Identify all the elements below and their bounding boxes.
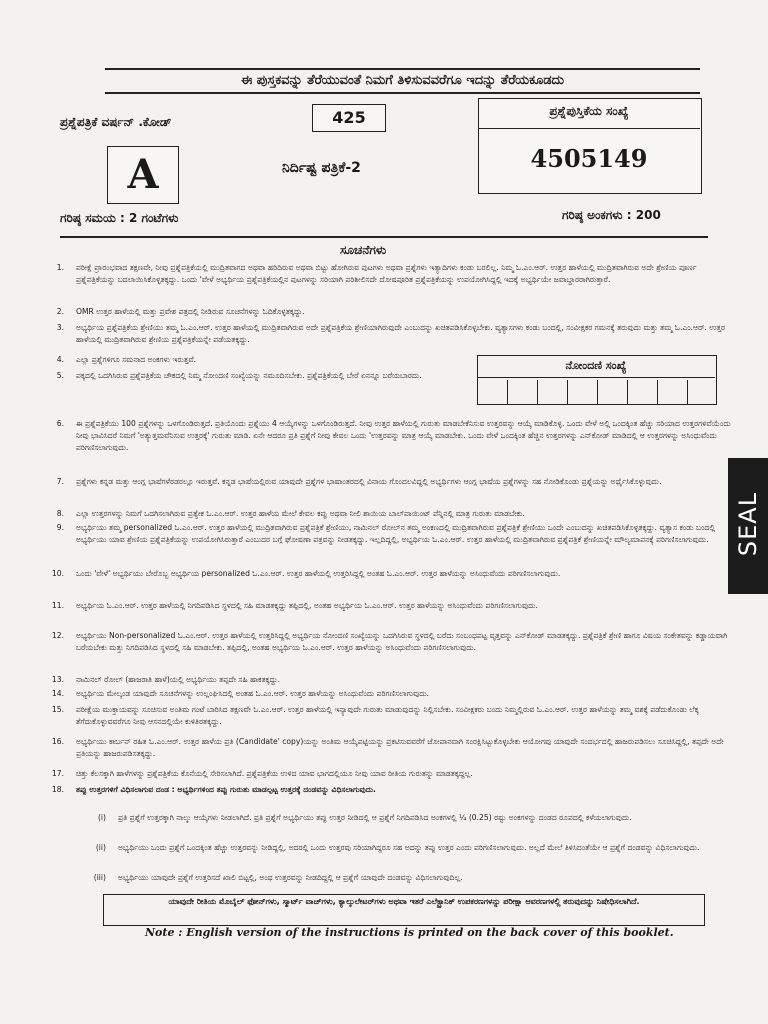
- instruction-item: 16. ಅಭ್ಯರ್ಥಿಯು ಕಾರ್ಬನ್ ರಹಿತ ಓ.ಎಂ.ಆರ್. ಉತ್ತರ ಹಾಳೆಯ ಪ್ರತಿ (Candidate' copy)ಯನ್ನು ಅಂತಿಮ ಆಯ್ಕೆಪಟ್ಟಿಯನ್ನು ಪ್ರಕಟಿಸುವವರೆಗೆ ಜೋಪಾನವಾಗಿ ಸಂರಕ್ಷಿಸಿಟ್ಟುಕೊಳ್ಳಬೇಕು ಆಯೋಗವು ಯಾವುದೇ ಸಂದರ್ಭದಲ್ಲಿ ಹಾಜರುಪಡಿಸಲು ಸೂಚಿಸಿದ್ದಲ್ಲಿ, ತಪ್ಪದೇ ಅದೇ ಪ್ರತಿಯನ್ನು ಹಾಜರುಪಡಿಸತಕ್ಕದ್ದು.: [51, 737, 724, 758]
- penalty-subitem: (ii) ಅಭ್ಯರ್ಥಿಯು ಒಂದು ಪ್ರಶ್ನೆಗೆ ಒಂದಕ್ಕಿಂತ ಹೆಚ್ಚು ಉತ್ತರವನ್ನು ನೀಡಿದ್ದಲ್ಲಿ, ಅದರಲ್ಲಿ ಒಂದು ಉತ್ತರವು ಸರಿಯಾಗಿದ್ದರೂ ಸಹ ಅದನ್ನು ತಪ್ಪು ಉತ್ತರ ಎಂದು ಪರಿಗಣಿಸಲಾಗುವುದು. ಅಲ್ಲದೆ ಮೇಲೆ ತಿಳಿಸಿದಂತೆಯೇ ಆ ಪ್ರಶ್ನೆಗೆ ದಂಡವನ್ನು ವಿಧಿಸಲಾಗುವುದು.: [95, 843, 700, 852]
- instruction-item: 18. ತಪ್ಪು ಉತ್ತರಗಳಿಗೆ ವಿಧಿಸಲಾಗುವ ದಂಡ : ಅಭ್ಯರ್ಥಿಗಳಿಂದ ತಪ್ಪು ಗುರುತು ಮಾಡಲ್ಪಟ್ಟ ಉತ್ತರಕ್ಕೆ ದಂಡವನ್ನು ವಿಧಿಸಲಾಗುವುದು.: [51, 785, 376, 794]
- penalty-subitem: (iii) ಅಭ್ಯರ್ಥಿಯು ಯಾವುದೇ ಪ್ರಶ್ನೆಗೆ ಉತ್ತರಿಸದೆ ಖಾಲಿ ಬಿಟ್ಟಲ್ಲಿ, ಅಂಥ ಉತ್ತರವನ್ನು ನೀಡದಿದ್ದಲ್ಲಿ ಆ ಪ್ರಶ್ನೆಗೆ ಯಾವುದೇ ದಂಡವನ್ನು ವಿಧಿಸಲಾಗುವುದಿಲ್ಲ.: [93, 873, 463, 882]
- version-code-label: ಪ್ರಶ್ನೆಪತ್ರಿಕೆ ವರ್ಷನ್ .ಕೋಡ್: [60, 115, 172, 129]
- device-prohibition-note: ಯಾವುದೇ ರೀತಿಯ ಮೊಬೈಲ್ ಫೋನ್‌ಗಳು, ಸ್ಮಾರ್ಟ್ ವಾಚ್‌ಗಳು, ಕ್ಯಾಲ್ಕುಲೇಟರ್‌ಗಳು ಅಥವಾ ಇತರೆ ಎಲೆಕ್ಟ್ರಾನಿಕ್ ಉಪಕರಣಗಳನ್ನು ಪರೀಕ್ಷಾ ಆವರಣಗಳಲ್ಲಿ ತರುವುದನ್ನು ನಿಷೇಧಿಸಲಾಗಿದೆ.: [103, 894, 705, 926]
- instruction-item: 17. ಚಿತ್ತು ಕೆಲಸಕ್ಕಾಗಿ ಹಾಳೆಗಳನ್ನು ಪ್ರಶ್ನೆಪತ್ರಿಕೆಯ ಕೊನೆಯಲ್ಲಿ ಸೇರಿಸಲಾಗಿದೆ. ಪ್ರಶ್ನೆಪತ್ರಿಕೆಯ ಉಳಿದ ಯಾವ ಭಾಗದಲ್ಲಿಯೂ ನೀವು ಯಾವ ರೀತಿಯ ಗುರುತನ್ನು ಮಾಡತಕ್ಕದ್ದಲ್ಲ.: [51, 769, 473, 778]
- header-rule: [60, 236, 708, 238]
- instruction-item: 2. OMR ಉತ್ತರ ಹಾಳೆಯಲ್ಲಿ ಮತ್ತು ಪ್ರವೇಶ ಪತ್ರದಲ್ಲಿ ನೀಡಿರುವ ಸೂಚನೆಗಳನ್ನು ಓದಿಕೊಳ್ಳತಕ್ಕದ್ದು.: [56, 307, 305, 316]
- reg-digit-cell[interactable]: [598, 380, 628, 404]
- instruction-item: 10. ಒಂದು 'ವೇಳೆ' ಅಭ್ಯರ್ಥಿಯು ಬೇರೊಬ್ಬ ಅಭ್ಯರ್ಥಿಯ personalized ಓ.ಎಂ.ಆರ್. ಉತ್ತರ ಹಾಳೆಯಲ್ಲಿ ಉತ್ತರಿಸಿದ್ದಲ್ಲಿ ಅಂತಹ ಓ.ಎಂ.ಆರ್. ಉತ್ತರ ಹಾಳೆಯನ್ನು ಅಸಿಂಧುವೆಂದು ಪರಿಗಣಿಸಲಾಗುವುದು.: [51, 569, 561, 578]
- instruction-item: 3. ಅಭ್ಯರ್ಥಿಯ ಪ್ರಶ್ನೆಪತ್ರಿಕೆಯ ಶ್ರೇಣಿಯು ತಮ್ಮ ಓ.ಎಂ.ಆರ್. ಉತ್ತರ ಹಾಳೆಯಲ್ಲಿ ಮುದ್ರಿತವಾಗಿರುವ ಅದೇ ಪ್ರಶ್ನೆಪತ್ರಿಕೆಯ ಶ್ರೇಣಿಯಾಗಿರುವುದೇ ಎಂಬುದನ್ನು ಖಚಿತಪಡಿಸಿಕೊಳ್ಳಬೇಕು. ವ್ಯತ್ಯಾಸಗಳು ಕಂಡು ಬಂದಲ್ಲಿ, ಸಂವೀಕ್ಷಕರ ಗಮನಕ್ಕೆ ತರುವುದು ಮತ್ತು ತಮ್ಮ ಓ.ಎಂ.ಆರ್. ಉತ್ತರ ಹಾಳೆಯಲ್ಲಿ ಮುದ್ರಿತವಾಗಿರುವ ಶ್ರೇಣಿಯ ಪ್ರಶ್ನೆಪತ್ರಿಕೆಯನ್ನೇ ಪಡೆಯತಕ್ಕದ್ದು.: [56, 323, 726, 344]
- booklet-series-box: A: [107, 146, 179, 204]
- instruction-item: 8. ಎಲ್ಲಾ ಉತ್ತರಗಳನ್ನು ನಿಮಗೆ ಒದಗಿಸಲಾಗಿರುವ ಪ್ರತ್ಯೇಕ ಓ.ಎಂ.ಆರ್. ಉತ್ತರ ಹಾಳೆಯ ಮೇಲೆ ಕೇವಲ ಕಪ್ಪು ಅಥವಾ ನೀಲಿ ಶಾಯಿಯ ಬಾಲ್‌ಪಾಯಿಂಟ್ ಪೆನ್ನಿನಲ್ಲಿ ಮಾತ್ರ ಗುರುತು ಮಾಡಬೇಕು.: [56, 509, 525, 518]
- question-booklet-number: 4505149: [530, 144, 648, 173]
- instruction-item: 14. ಅಭ್ಯರ್ಥಿಯ ಮೇಲ್ಕಂಡ ಯಾವುದೇ ಸೂಚನೆಗಳನ್ನು ಉಲ್ಲಂಘಿಸಿದಲ್ಲಿ ಅಂತಹ ಓ.ಎಂ.ಆರ್. ಉತ್ತರ ಹಾಳೆಯನ್ನು ಅಸಿಂಧುವೆಂದು ಪರಿಗಣಿಸಲಾಗುವುದು.: [51, 689, 430, 698]
- instruction-item: 13. ನಾಮಿನಲ್ ರೋಲ್ (ಹಾಜರಾತಿ ಹಾಳೆ)ಯಲ್ಲಿ ಅಭ್ಯರ್ಥಿಯು ತಪ್ಪದೇ ಸಹಿ ಹಾಕತಕ್ಕದ್ದು.: [51, 675, 281, 684]
- registration-number-label: ನೋಂದಣಿ ಸಂಖ್ಯೆ: [477, 355, 715, 378]
- reg-digit-cell[interactable]: [508, 380, 538, 404]
- version-code-box: 425: [312, 104, 386, 132]
- question-booklet-number-label: ಪ್ರಶ್ನೆಪುಸ್ತಿಕೆಯ ಸಂಖ್ಯೆ: [549, 104, 629, 118]
- english-version-note: Note : English version of the instructions is printed on the back cover of this booklet.: [145, 926, 674, 939]
- instruction-item: 4. ಎಲ್ಲಾ ಪ್ರಶ್ನೆಗಳಿಗೂ ಸಮನಾದ ಅಂಕಗಳು ಇರುತ್ತವೆ.: [56, 355, 197, 364]
- instruction-item: 11. ಅಭ್ಯರ್ಥಿಯ ಓ.ಎಂ.ಆರ್. ಉತ್ತರ ಹಾಳೆಯಲ್ಲಿ ನಿಗದಿಪಡಿಸಿದ ಸ್ಥಳದಲ್ಲಿ ಸಹಿ ಮಾಡತಕ್ಕದ್ದು ತಪ್ಪಿದಲ್ಲಿ, ಅಂತಹ ಅಭ್ಯರ್ಥಿಯ ಓ.ಎಂ.ಆರ್. ಉತ್ತರ ಹಾಳೆಯನ್ನು ಅಸಿಂಧುವೆಂದು ಪರಿಗಣಿಸಲಾಗುವುದು.: [51, 601, 538, 610]
- instruction-item: 12. ಅಭ್ಯರ್ಥಿಯು Non-personalized ಓ.ಎಂ.ಆರ್. ಉತ್ತರ ಹಾಳೆಯಲ್ಲಿ ಉತ್ತರಿಸಿದ್ದಲ್ಲಿ ಅಭ್ಯರ್ಥಿಯ ನೋಂದಣಿ ಸಂಖ್ಯೆಯನ್ನು ಒದಗಿಸಿರುವ ಸ್ಥಳದಲ್ಲಿ ಬರೆದು ಸಂಬಂಧಪಟ್ಟ ವೃತ್ತವನ್ನು ಎನ್‌ಕೋಡ್ ಮಾಡತಕ್ಕದ್ದು. ಪ್ರಶ್ನೆಪತ್ರಿಕೆ ಶ್ರೇಣಿ ಹಾಗೂ ವಿಷಯ ಸಂಕೇತವನ್ನು ಕಡ್ಡಾಯವಾಗಿ ಬರೆಯಬೇಕು ಮತ್ತು ನಿಗದಿಪಡಿಸಿದ ಸ್ಥಳದಲ್ಲಿ ಸಹಿ ಮಾಡಬೇಕು. ತಪ್ಪಿದಲ್ಲಿ, ಅಂತಹ ಅಭ್ಯರ್ಥಿಯ ಓ.ಎಂ.ಆರ್. ಉತ್ತರ ಹಾಳೆಯನ್ನು ಅಸಿಂಧುವೆಂದು ಪರಿಗಣಿಸಲಾಗುವುದು.: [51, 631, 728, 652]
- instruction-item: 9. ಅಭ್ಯರ್ಥಿಯು ತಮ್ಮ personalized ಓ.ಎಂ.ಆರ್. ಉತ್ತರ ಹಾಳೆಯಲ್ಲಿ ಮುದ್ರಿತವಾಗಿರುವ ಪ್ರಶ್ನೆಪತ್ರಿಕೆ ಶ್ರೇಣಿಯು, ನಾಮಿನಲ್ ರೋಲ್‌ನ ತಮ್ಮ ಅಂಕಣದಲ್ಲಿ ಮುದ್ರಿತವಾಗಿರುವ ಪ್ರಶ್ನೆಪತ್ರಿಕೆ ಶ್ರೇಣಿಯು ಒಂದೇ ಎಂಬುದನ್ನು ಖಚಿತಪಡಿಸಿಕೊಳ್ಳತಕ್ಕದ್ದು. ವ್ಯತ್ಯಾಸ ಕಂಡು ಬಂದಲ್ಲಿ ಅಭ್ಯರ್ಥಿಯು ಯಾವ ಶ್ರೇಣಿಯ ಪ್ರಶ್ನೆಪತ್ರಿಕೆಯನ್ನು ಉಪಯೋಗಿಸಿರುತ್ತಾರೆ ಎಂಬುದರ ಬಗ್ಗೆ ಘೋಷಣಾ ಪತ್ರವನ್ನು ನೀಡತಕ್ಕದ್ದು. ಇಲ್ಲದಿದ್ದಲ್ಲಿ, ಅಭ್ಯರ್ಥಿಯ ಓ.ಎಂ.ಆರ್. ಉತ್ತರ ಹಾಳೆಯಲ್ಲಿ ಮುದ್ರಿತವಾಗಿರುವ ಪ್ರಶ್ನೆಪತ್ರಿಕೆ ಶ್ರೇಣಿಯನ್ನೇ ಮೌಲ್ಯಮಾಪನಕ್ಕೆ ಪರಿಗಣಿಸಲಾಗುವುದು.: [56, 523, 716, 544]
- booklet-box-divider: [478, 128, 700, 129]
- reg-digit-cell[interactable]: [538, 380, 568, 404]
- instructions-title: ಸೂಚನೆಗಳು: [340, 243, 387, 257]
- instruction-item: 7. ಪ್ರಶ್ನೆಗಳು ಕನ್ನಡ ಮತ್ತು ಆಂಗ್ಲ ಭಾಷೆಗಳೆರಡರಲ್ಲೂ ಇರುತ್ತವೆ. ಕನ್ನಡ ಭಾಷೆಯಲ್ಲಿರುವ ಯಾವುದೇ ಪ್ರಶ್ನೆಗಳ ಭಾಷಾಂತರದಲ್ಲಿ ವಿನಾಯ ಗೊಂದಲವಿದ್ದಲ್ಲಿ ಅಭ್ಯರ್ಥಿಗಳು ಆಂಗ್ಲ ಭಾಷೆಯ ಪ್ರಶ್ನೆಗಳನ್ನು ಸಹ ನೋಡಿಕೊಂಡು ಪ್ರಶ್ನೆಯನ್ನು ಅರ್ಥೈಸಿಕೊಳ್ಳುವುದು.: [56, 477, 662, 486]
- reg-digit-cell[interactable]: [478, 380, 508, 404]
- instruction-item: 15. ಪರೀಕ್ಷೆಯ ಮುಕ್ತಾಯವನ್ನು ಸೂಚಿಸುವ ಅಂತಿಮ ಗಂಟೆ ಬಾರಿಸಿದ ತಕ್ಷಣವೇ ಓ.ಎಂ.ಆರ್. ಉತ್ತರ ಹಾಳೆಯಲ್ಲಿ ಇನ್ಯಾವುದೇ ಗುರುತು ಮಾಡುವುದನ್ನು ನಿಲ್ಲಿಸಬೇಕು. ಸಂವೀಕ್ಷಕರು ಬಂದು ನಿಮ್ಮಲ್ಲಿರುವ ಓ.ಎಂ.ಆರ್. ಉತ್ತರ ಹಾಳೆಯನ್ನು ತಮ್ಮ ವಶಕ್ಕೆ ಪಡೆದುಕೊಂಡು ಲೆಕ್ಕ ತೆಗೆದುಕೊಳ್ಳುವವರೆಗೂ ನೀವು ಆಸನದಲ್ಲಿಯೇ ಕುಳಿತಿರತಕ್ಕದ್ದು.: [51, 705, 699, 726]
- reg-digit-cell[interactable]: [658, 380, 688, 404]
- penalty-subitem: (i) ಪ್ರತಿ ಪ್ರಶ್ನೆಗೆ ಉತ್ತರಕ್ಕಾಗಿ ನಾಲ್ಕು ಆಯ್ಕೆಗಳು ನೀಡಲಾಗಿದೆ. ಪ್ರತಿ ಪ್ರಶ್ನೆಗೆ ಅಭ್ಯರ್ಥಿಯು ತಪ್ಪು ಉತ್ತರ ನೀಡಿದಲ್ಲಿ ಆ ಪ್ರಶ್ನೆಗೆ ನಿಗದಿಪಡಿಸಿದ ಅಂಕಗಳಲ್ಲಿ ¼ (0.25) ರಷ್ಟು ಅಂಕಗಳನ್ನು ದಂಡದ ರೂಪದಲ್ಲಿ ಕಳೆಯಲಾಗುವುದು.: [97, 813, 632, 822]
- max-marks: ಗರಿಷ್ಠ ಅಂಕಗಳು : 200: [562, 208, 661, 222]
- do-not-open-banner: ಈ ಪುಸ್ತಕವನ್ನು ತೆರೆಯುವಂತೆ ನಿಮಗೆ ತಿಳಿಸುವವರೆಗೂ ಇದನ್ನು ತೆರೆಯಕೂಡದು: [105, 68, 700, 94]
- instruction-item: 1. ಪರೀಕ್ಷೆ ಪ್ರಾರಂಭವಾದ ತಕ್ಷಣವೇ, ನೀವು ಪ್ರಶ್ನೆಪತ್ರಿಕೆಯಲ್ಲಿ ಮುದ್ರಿತವಾಗದ ಅಥವಾ ಹರಿದಿರುವ ಅಥವಾ ಬಿಟ್ಟು ಹೋಗಿರುವ ಪುಟಗಳು ಅಥವಾ ಪ್ರಶ್ನೆಗಳು ಇತ್ಯಾದಿಗಳು ಕಂಡು ಬರಲಿಲ್ಲ. ನಿಮ್ಮ ಓ.ಎಂ.ಆರ್. ಉತ್ತರ ಹಾಳೆಯಲ್ಲಿ ಮುದ್ರಿತವಾಗಿರುವ ಅದೇ ಶ್ರೇಣಿಯ ಪೂರ್ಣ ಪ್ರಶ್ನೆಪತ್ರಿಕೆಯನ್ನು ಬದಲಾಯಿಸಿಕೊಳ್ಳತಕ್ಕದ್ದು. ಒಂದು 'ವೇಳೆ ಅಭ್ಯರ್ಥಿಯ ಪ್ರಶ್ನೆಪತ್ರಿಕೆಯಲ್ಲಿನ ಪುಟಗಳನ್ನು ಸರಿಯಾಗಿ ಪರಿಶೀಲಿಸದೇ ದೋಷಪೂರಿತ ಪ್ರಶ್ನೆಪತ್ರಿಕೆಯನ್ನು ಉಪಯೋಗಿಸಿದ್ದಲ್ಲಿ ಇದಕ್ಕೆ ಅಭ್ಯರ್ಥಿಯೇ ಜವಾಬ್ದಾರರಾಗಿರುತ್ತಾರೆ.: [56, 263, 697, 284]
- instruction-item: 5. ಪಕ್ಕದಲ್ಲಿ ಒದಗಿಸಿರುವ ಪ್ರಶ್ನೆಪತ್ರಿಕೆಯ ಚೌಕದಲ್ಲಿ ನಿಮ್ಮ ನೋಂದಣಿ ಸಂಖ್ಯೆಯನ್ನು ನಮೂದಿಸಬೇಕು. ಪ್ರಶ್ನೆಪತ್ರಿಕೆಯಲ್ಲಿ ಬೇರೆ ಏನನ್ನೂ ಬರೆಯಬಾರದು.: [56, 371, 422, 380]
- reg-digit-cell[interactable]: [568, 380, 598, 404]
- max-time: ಗರಿಷ್ಠ ಸಮಯ : 2 ಗಂಟೆಗಳು: [60, 211, 179, 225]
- reg-digit-cell[interactable]: [688, 380, 717, 404]
- paper-name: ನಿರ್ದಿಷ್ಟ ಪತ್ರಿಕೆ-2: [282, 160, 361, 176]
- reg-digit-cell[interactable]: [628, 380, 658, 404]
- seal-tab: SEAL: [728, 458, 768, 594]
- instruction-item: 6. ಈ ಪ್ರಶ್ನೆಪತ್ರಿಕೆಯು 100 ಪ್ರಶ್ನೆಗಳನ್ನು ಒಳಗೊಂಡಿರುತ್ತದೆ. ಪ್ರತಿಯೊಂದು ಪ್ರಶ್ನೆಯು 4 ಆಯ್ಕೆಗಳನ್ನು ಒಳಗೊಂಡಿರುತ್ತದೆ. ನೀವು ಉತ್ತರ ಹಾಳೆಯಲ್ಲಿ ಗುರುತು ಮಾಡಬೇಕೆನಿಸುವ ಉತ್ತರವನ್ನು ಆಯ್ಕೆ ಮಾಡಿಕೊಳ್ಳಿ. ಒಂದು ವೇಳೆ ಅಲ್ಲಿ ಒಂದಕ್ಕಿಂತ ಹೆಚ್ಚು ಸರಿಯಾದ ಉತ್ತರಗಳಿವೆಯೆಂದು ನೀವು ಭಾವಿಸಿದರೆ ನಿಮಗೆ 'ಅತ್ಯುತ್ತಮವೆನಿಸುವ ಉತ್ತರಕ್ಕೆ' ಗುರುತು ಮಾಡಿ. ಏನೇ ಆದರೂ ಪ್ರತಿ ಪ್ರಶ್ನೆಗೆ ನೀವು ಕೇವಲ ಒಂದು 'ಉತ್ತರವನ್ನು ಮಾತ್ರ ಆಯ್ಕೆ ಮಾಡಬೇಕು. ಒಂದು ವೇಳೆ ಒಂದಕ್ಕಿಂತ ಹೆಚ್ಚಿನ ಉತ್ತರಗಳನ್ನು ಎನ್‌ಕೋಡ್ ಮಾಡಿದಲ್ಲಿ ಆ ಉತ್ತರಗಳನ್ನು ಅಸಿಂಧುವೆಂದು ಪರಿಗಣಿಸಲಾಗುವುದು.: [56, 419, 731, 452]
